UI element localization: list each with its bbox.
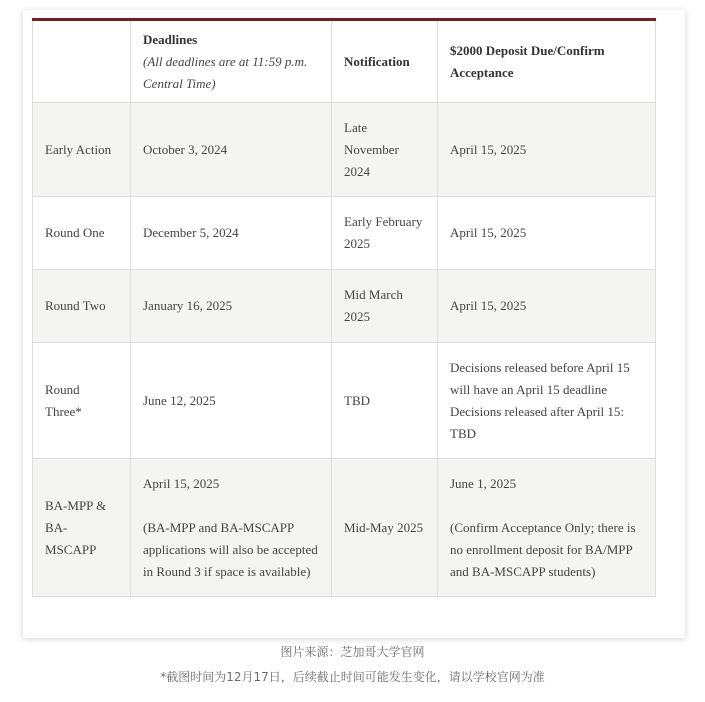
deposit-cell xyxy=(438,459,656,597)
deposit-note: (Confirm Acceptance Only; there is no enrollment deposit for BA/MPP and BA-MSCAPP students) xyxy=(450,519,636,579)
round-cell: Round Two xyxy=(33,270,131,343)
deadline-cell: January 16, 2025 xyxy=(131,270,332,343)
table-row xyxy=(33,103,656,197)
notification-cell: Late November 2024 xyxy=(332,103,438,197)
header-empty-cell xyxy=(33,20,131,103)
deposit-date: June 1, 2025 xyxy=(450,475,517,491)
table-row xyxy=(33,197,656,270)
table-header-row xyxy=(33,20,656,103)
notification-cell: Mid-May 2025 xyxy=(332,459,438,597)
header-deadlines xyxy=(131,20,332,103)
deadlines-table xyxy=(32,18,656,597)
header-deadlines-label: Deadlines xyxy=(143,31,198,47)
table-row xyxy=(33,343,656,459)
deadline-cell: December 5, 2024 xyxy=(131,197,332,270)
notification-cell: TBD xyxy=(332,343,438,459)
table-row xyxy=(33,459,656,597)
round-cell: Round Three* xyxy=(33,343,131,459)
deposit-cell: April 15, 2025 xyxy=(438,197,656,270)
round-cell: BA-MPP & BA-MSCAPP xyxy=(33,459,131,597)
notification-cell: Mid March 2025 xyxy=(332,270,438,343)
round-cell: Early Action xyxy=(33,103,131,197)
deadline-cell: June 12, 2025 xyxy=(131,343,332,459)
deposit-cell: Decisions released before April 15 will have an April 15 deadline Decisions released after April 15: TBD xyxy=(438,343,656,459)
deadline-cell: October 3, 2024 xyxy=(131,103,332,197)
deposit-cell: April 15, 2025 xyxy=(438,270,656,343)
header-notification: Notification xyxy=(332,20,438,103)
screenshot-date-note: *截图时间为12月17日，后续截止时间可能发生变化，请以学校官网为准 xyxy=(160,670,545,684)
deadline-cell xyxy=(131,459,332,597)
header-deposit: $2000 Deposit Due/Confirm Acceptance xyxy=(438,20,656,103)
deadline-date: April 15, 2025 xyxy=(143,475,220,491)
header-deadlines-note: (All deadlines are at 11:59 p.m. Central Time) xyxy=(143,53,308,91)
admissions-deadlines-card xyxy=(23,10,685,638)
deadline-note: (BA-MPP and BA-MSCAPP applications will also be accepted in Round 3 if space is available) xyxy=(143,519,318,579)
image-source-caption: 图片来源：芝加哥大学官网 xyxy=(280,645,425,659)
deposit-cell: April 15, 2025 xyxy=(438,103,656,197)
table-row xyxy=(33,270,656,343)
round-cell: Round One xyxy=(33,197,131,270)
notification-cell: Early February 2025 xyxy=(332,197,438,270)
